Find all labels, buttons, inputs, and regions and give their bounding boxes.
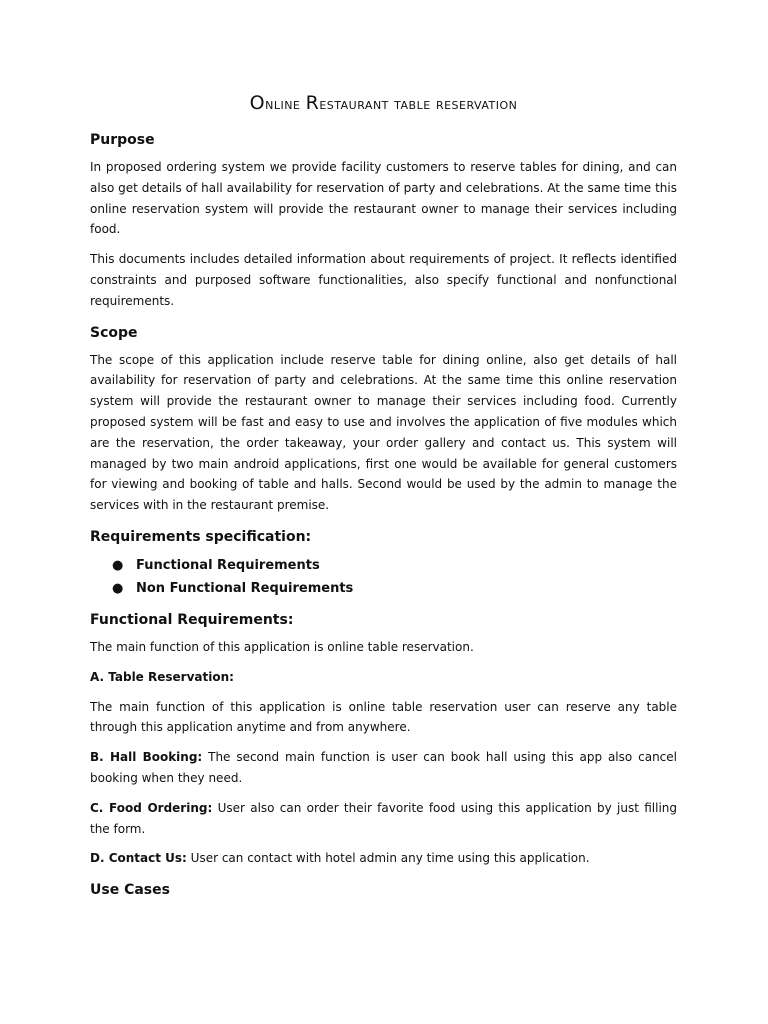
purpose-heading: Purpose	[90, 132, 155, 148]
requirements-spec-heading: Requirements specification:	[90, 528, 312, 545]
table-reservation-label	[90, 667, 677, 688]
bullet-icon: ●	[112, 580, 124, 596]
document-page	[90, 92, 677, 907]
purpose-paragraph-2: This documents includes detailed information about requirements of project. It reflects identified constraints and purposed software functionalities, also specify functional and nonfunctional requirements.	[90, 252, 677, 308]
requirements-list	[112, 554, 677, 600]
table-reservation-text: The main function of this application is online table reservation user can reserve any table through this application anytime and from anywhere.	[90, 699, 677, 735]
hall-booking-text: The second main function is user can book hall using this app also cancel booking when they need.	[90, 750, 677, 785]
contact-us-title: D. Contact Us:	[90, 851, 187, 866]
purpose-paragraph-1: In proposed ordering system we provide facility customers to reserve tables for dining, and can also get details of hall availability for reservation of party and celebrations. At the same time this online reservation system will provide the restaurant owner to manage their services including food.	[90, 160, 677, 237]
functional-intro: The main function of this application is online table reservation.	[90, 639, 474, 654]
hall-booking-title: B. Hall Booking:	[90, 750, 203, 765]
list-item	[112, 554, 677, 577]
contact-us-paragraph	[90, 848, 677, 869]
functional-heading: Functional Requirements:	[90, 611, 294, 628]
title-initial-2: R	[305, 92, 320, 114]
food-ordering-paragraph	[90, 798, 677, 840]
scope-heading: Scope	[90, 324, 138, 341]
hall-booking-paragraph	[90, 747, 677, 789]
list-item	[112, 577, 677, 600]
title-initial-1: O	[249, 92, 266, 114]
contact-us-text: User can contact with hotel admin any time using this application.	[186, 851, 590, 866]
bullet-icon: ●	[112, 557, 124, 573]
food-ordering-text: User also can order their favorite food using this application by just filling the form.	[90, 800, 677, 836]
title-rest-1: nline	[265, 95, 301, 113]
use-cases-heading: Use Cases	[90, 882, 170, 899]
scope-paragraph: The scope of this application include reserve table for dining online, also get details of hall availability for reservation of party and celebrations. At the same time this online reservation system will provide the restaurant owner to manage their services including food. Currently proposed system will be fast and easy to use and involves the application of five modules which are the reservation, the order takeaway, your order gallery and contact us. This system will managed by two main android applications, first one would be available for general customers for viewing and booking of table and halls. Second would be used by the admin to manage the services with in the restaurant premise.	[90, 352, 677, 513]
list-item-label: Non Functional Requirements	[136, 580, 354, 596]
table-reservation-title: A. Table Reservation:	[90, 669, 234, 684]
document-title	[90, 92, 677, 114]
title-rest-2: estaurant table reservation	[319, 95, 518, 113]
food-ordering-title: C. Food Ordering:	[90, 800, 213, 815]
list-item-label: Functional Requirements	[136, 557, 320, 573]
